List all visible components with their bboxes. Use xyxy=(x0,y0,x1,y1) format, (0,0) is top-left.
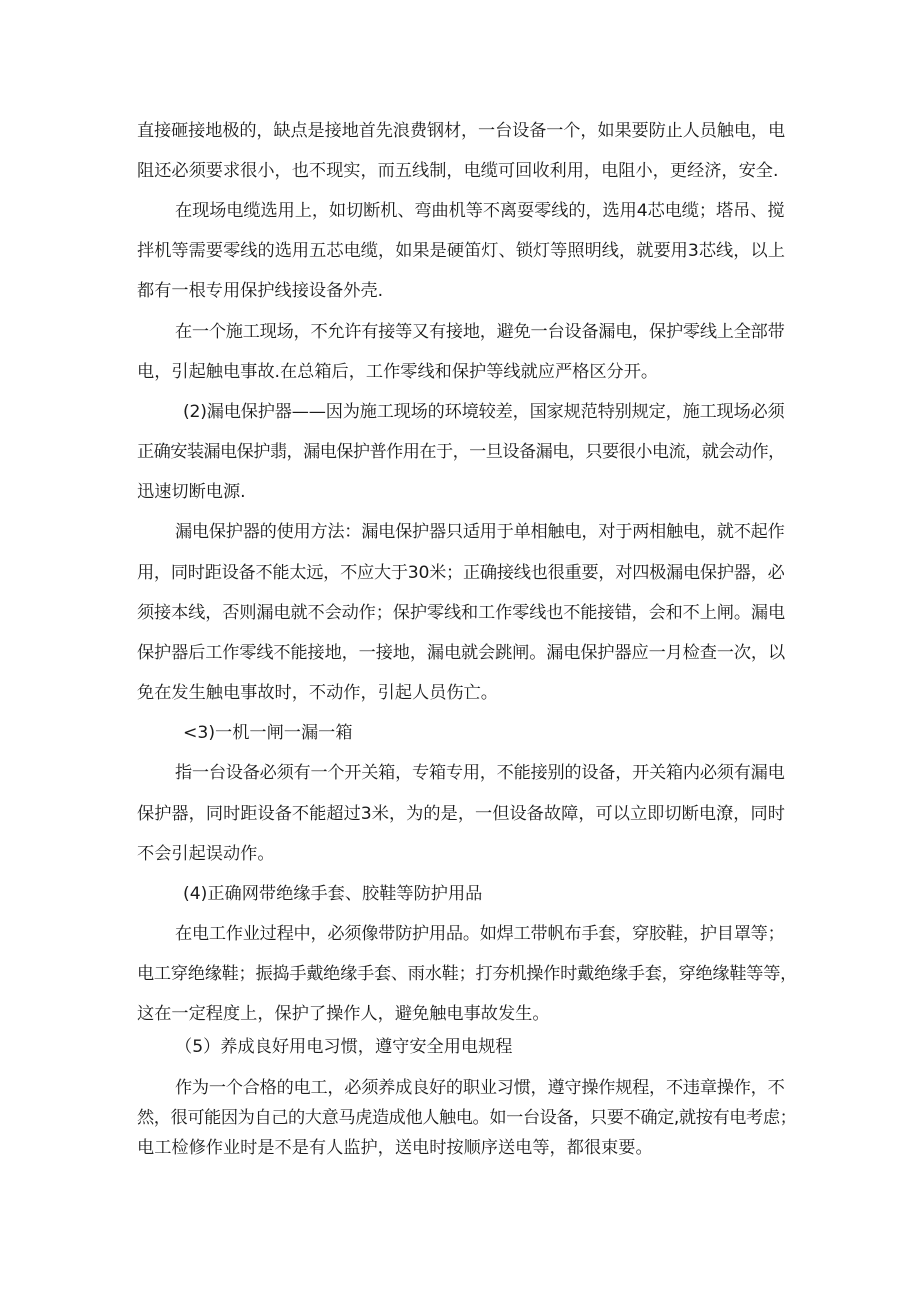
text-line: 正确安装漏电保护翡，漏电保护普作用在于，一旦设备漏电，只要很小电流，就会动作， xyxy=(137,442,785,462)
text-line: 直接砸接地极的，缺点是接地首先浪费钢材，一台设备一个，如果要防止人员触电，电 xyxy=(137,121,785,141)
text-line: 电，引起触电事故.在总箱后，工作零线和保护等线就应严格区分开。 xyxy=(137,362,659,382)
text-line: 用，同时距设备不能太远，不应大于30米；正确接线也很重要，对四极漏电保护器，必 xyxy=(137,563,785,583)
text-line: 保护器后工作零线不能接地，一接地，漏电就会跳闸。漏电保护器应一月检查一次，以 xyxy=(137,643,785,663)
text-line: 在电工作业过程中，必须像带防护用品。如焊工带帆布手套，穿胶鞋，护目罩等； xyxy=(175,924,785,944)
section-heading: （5）养成良好用电习惯，遵守安全用电规程 xyxy=(175,1037,513,1057)
text-line: 拌机等需要零线的选用五芯电缆，如果是硬笛灯、锁灯等照明线，就要用3芯线，以上 xyxy=(137,241,785,261)
section-heading: (2)漏电保护器——因为施工现场的环境较差，国家规范特别规定，施工现场必须 xyxy=(183,402,785,422)
text-line: 须接本线，否则漏电就不会动作；保护零线和工作零线也不能接错，会和不上闸。漏电 xyxy=(137,603,785,623)
text-line: 在现场电缆选用上，如切断机、弯曲机等不离耍零线的，选用4芯电缆；塔吊、搅 xyxy=(175,201,785,221)
text-line: 作为一个合格的电工，必须养成良好的职业习惯，遵守操作规程，不违章操作，不 xyxy=(175,1078,785,1098)
text-line: 这在一定程度上，保护了操作人，避免触电事故发生。 xyxy=(137,1004,550,1024)
text-line: 然，很可能因为自己的大意马虎造成他人触电。如一台设备，只要不确定,就按有电考虑； xyxy=(137,1108,797,1128)
text-line: 在一个施工现场，不允许有接等又有接地，避免一台设备漏电，保护零线上全部带 xyxy=(175,322,785,342)
text-line: 迅速切断电源. xyxy=(137,482,246,502)
text-line: 免在发生触电事故时，不动作，引起人员伤亡。 xyxy=(137,683,498,703)
text-line: 阻还必须要求很小，也不现实，而五线制，电缆可回收利用，电阻小，更经济，安全. xyxy=(137,161,779,181)
text-line: 不会引起误动作。 xyxy=(137,844,275,864)
text-line: 电工检修作业时是不是有人监护，送电时按顺序送电等，都很束要。 xyxy=(137,1138,653,1158)
text-line: 指一台设备必须有一个开关箱，专箱专用，不能接别的设备，开关箱内必须有漏电 xyxy=(175,763,785,783)
text-line: 都有一根专用保护线接设备外壳. xyxy=(137,281,384,301)
text-line: 电工穿绝缘鞋；振捣手戴绝缘手套、雨水鞋；打夯机操作时戴绝缘手套，穿绝缘鞋等等， xyxy=(137,964,798,984)
section-heading: <3)一机一闸一漏一箱 xyxy=(183,723,353,743)
text-line: 漏电保护器的使用方法：漏电保护器只适用于单相触电，对于两相触电，就不起作 xyxy=(175,522,785,542)
section-heading: (4)正确网带绝缘手套、胶鞋等防护用品 xyxy=(183,884,483,904)
text-line: 保护器，同时距设备不能超过3米，为的是，一但设备故障，可以立即切断电潦，同时 xyxy=(137,804,785,824)
